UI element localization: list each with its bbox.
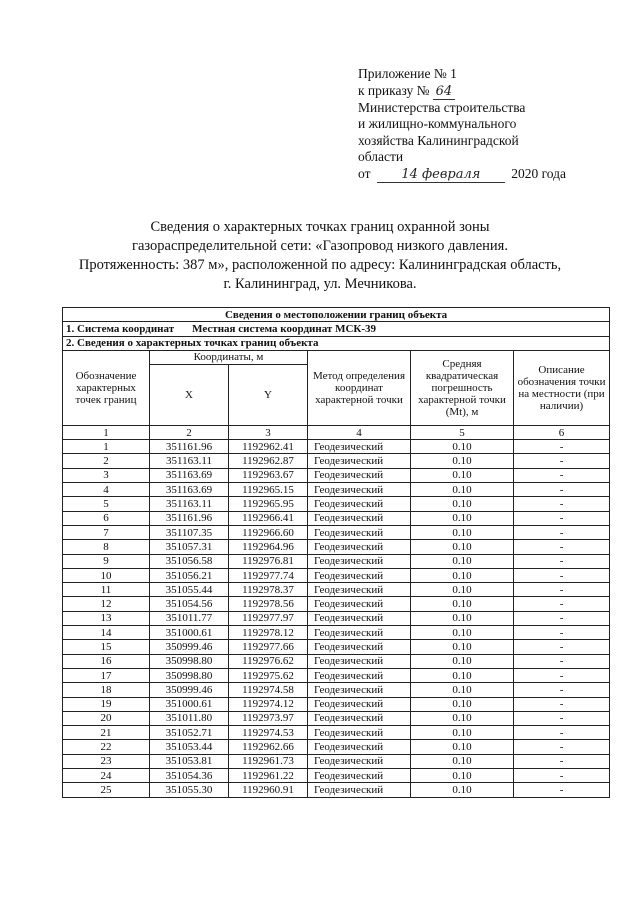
cell-y: 1192965.15 [229, 483, 308, 497]
cell-method: Геодезический [308, 683, 411, 697]
cell-accuracy: 0.10 [411, 683, 514, 697]
cell-method: Геодезический [308, 611, 411, 625]
table-row [63, 540, 610, 554]
date-suffix: 2020 года [511, 165, 567, 181]
col-header-accuracy: Средняя квадратическая погрешность характерной точки (Mt), м [411, 350, 514, 425]
cell-method: Геодезический [308, 754, 411, 768]
cell-method: Геодезический [308, 597, 411, 611]
cell-accuracy: 0.10 [411, 668, 514, 682]
cell-point-number: 17 [63, 668, 150, 682]
table-row [63, 726, 610, 740]
cell-x: 351163.69 [150, 483, 229, 497]
cell-x: 351055.44 [150, 583, 229, 597]
cell-x: 350999.46 [150, 683, 229, 697]
cell-point-number: 20 [63, 711, 150, 725]
cell-accuracy: 0.10 [411, 711, 514, 725]
cell-y: 1192976.81 [229, 554, 308, 568]
cell-y: 1192974.58 [229, 683, 308, 697]
cell-point-number: 16 [63, 654, 150, 668]
appendix-title: Приложение № 1 [358, 66, 457, 81]
cell-point-number: 24 [63, 769, 150, 783]
cell-method: Геодезический [308, 540, 411, 554]
section1-value: Местная система координат МСК-39 [192, 322, 377, 335]
cell-accuracy: 0.10 [411, 483, 514, 497]
section2-label: 2. Сведения о характерных точках границ объекта [63, 336, 610, 350]
cell-y: 1192977.74 [229, 568, 308, 582]
cell-x: 350999.46 [150, 640, 229, 654]
cell-x: 351056.58 [150, 554, 229, 568]
cell-x: 351057.31 [150, 540, 229, 554]
table-row [63, 525, 610, 539]
cell-description: - [514, 654, 610, 668]
cell-description: - [514, 769, 610, 783]
boundary-points-table [62, 307, 610, 798]
cell-point-number: 7 [63, 525, 150, 539]
cell-x: 351163.11 [150, 497, 229, 511]
cell-x: 351161.96 [150, 511, 229, 525]
cell-x: 351161.96 [150, 440, 229, 454]
cell-y: 1192966.41 [229, 511, 308, 525]
title-line-3: Протяженность: 387 м», расположенной по адресу: Калининградская область, [78, 257, 562, 273]
cell-accuracy: 0.10 [411, 497, 514, 511]
table-row [63, 483, 610, 497]
table-row [63, 511, 610, 525]
cell-x: 351053.44 [150, 740, 229, 754]
order-number-handwritten: 64 [433, 85, 455, 100]
table-row [63, 611, 610, 625]
table-row [63, 654, 610, 668]
cell-method: Геодезический [308, 483, 411, 497]
cell-y: 1192977.97 [229, 611, 308, 625]
date-line [358, 166, 588, 183]
table-row [63, 668, 610, 682]
cell-x: 351056.21 [150, 568, 229, 582]
cell-method: Геодезический [308, 568, 411, 582]
col-header-point: Обозначение характерных точек границ [63, 350, 150, 425]
cell-method: Геодезический [308, 740, 411, 754]
table-row [63, 497, 610, 511]
date-handwritten: 14 февраля [377, 168, 505, 183]
cell-y: 1192963.67 [229, 468, 308, 482]
cell-point-number: 18 [63, 683, 150, 697]
cell-point-number: 22 [63, 740, 150, 754]
col-number: 5 [411, 425, 514, 439]
cell-description: - [514, 683, 610, 697]
cell-method: Геодезический [308, 626, 411, 640]
section1-label: 1. Система координат [66, 322, 175, 335]
cell-point-number: 11 [63, 583, 150, 597]
cell-point-number: 4 [63, 483, 150, 497]
cell-description: - [514, 783, 610, 797]
table-row [63, 740, 610, 754]
cell-point-number: 21 [63, 726, 150, 740]
cell-description: - [514, 626, 610, 640]
cell-method: Геодезический [308, 654, 411, 668]
cell-y: 1192964.96 [229, 540, 308, 554]
cell-description: - [514, 440, 610, 454]
cell-y: 1192960.91 [229, 783, 308, 797]
order-prefix: к приказу № [358, 82, 430, 98]
cell-point-number: 25 [63, 783, 150, 797]
cell-y: 1192978.37 [229, 583, 308, 597]
cell-description: - [514, 540, 610, 554]
cell-description: - [514, 711, 610, 725]
cell-point-number: 23 [63, 754, 150, 768]
cell-accuracy: 0.10 [411, 440, 514, 454]
cell-y: 1192976.62 [229, 654, 308, 668]
cell-accuracy: 0.10 [411, 654, 514, 668]
cell-y: 1192978.56 [229, 597, 308, 611]
cell-accuracy: 0.10 [411, 640, 514, 654]
cell-x: 351000.61 [150, 697, 229, 711]
cell-y: 1192974.53 [229, 726, 308, 740]
cell-x: 351163.11 [150, 454, 229, 468]
order-line [358, 83, 588, 100]
cell-accuracy: 0.10 [411, 468, 514, 482]
col-header-method: Метод определения координат характерной точки [308, 350, 411, 425]
date-prefix: от [358, 165, 371, 181]
table-main-header: Сведения о местоположении границ объекта [63, 308, 610, 322]
cell-description: - [514, 726, 610, 740]
cell-description: - [514, 697, 610, 711]
cell-description: - [514, 554, 610, 568]
cell-y: 1192973.97 [229, 711, 308, 725]
col-header-x: X [150, 364, 229, 425]
cell-accuracy: 0.10 [411, 626, 514, 640]
cell-y: 1192974.12 [229, 697, 308, 711]
cell-description: - [514, 754, 610, 768]
cell-method: Геодезический [308, 525, 411, 539]
cell-accuracy: 0.10 [411, 511, 514, 525]
appendix-block [358, 66, 588, 183]
cell-point-number: 14 [63, 626, 150, 640]
table-row [63, 626, 610, 640]
cell-x: 351052.71 [150, 726, 229, 740]
cell-method: Геодезический [308, 554, 411, 568]
cell-accuracy: 0.10 [411, 454, 514, 468]
col-number: 6 [514, 425, 610, 439]
cell-point-number: 13 [63, 611, 150, 625]
table-row [63, 769, 610, 783]
cell-y: 1192962.87 [229, 454, 308, 468]
cell-y: 1192962.66 [229, 740, 308, 754]
cell-method: Геодезический [308, 583, 411, 597]
title-line-2: газораспределительной сети: «Газопровод низкого давления. [132, 238, 508, 254]
cell-point-number: 10 [63, 568, 150, 582]
table-row [63, 640, 610, 654]
title-line-1: Сведения о характерных точках границ охранной зоны [150, 219, 490, 235]
cell-y: 1192975.62 [229, 668, 308, 682]
cell-y: 1192961.22 [229, 769, 308, 783]
cell-method: Геодезический [308, 468, 411, 482]
ministry-line-3: хозяйства Калининградской [358, 132, 519, 148]
coordinate-system-row [63, 322, 610, 336]
cell-y: 1192965.95 [229, 497, 308, 511]
cell-description: - [514, 740, 610, 754]
cell-description: - [514, 668, 610, 682]
col-number: 3 [229, 425, 308, 439]
cell-description: - [514, 640, 610, 654]
table-row [63, 440, 610, 454]
title-line-4: г. Калининград, ул. Мечникова. [223, 276, 417, 292]
col-number: 2 [150, 425, 229, 439]
table-row [63, 783, 610, 797]
cell-accuracy: 0.10 [411, 554, 514, 568]
cell-accuracy: 0.10 [411, 525, 514, 539]
cell-method: Геодезический [308, 440, 411, 454]
cell-accuracy: 0.10 [411, 597, 514, 611]
cell-y: 1192966.60 [229, 525, 308, 539]
cell-y: 1192978.12 [229, 626, 308, 640]
cell-method: Геодезический [308, 697, 411, 711]
column-number-row [63, 425, 610, 439]
cell-method: Геодезический [308, 783, 411, 797]
cell-description: - [514, 583, 610, 597]
cell-x: 351054.36 [150, 769, 229, 783]
cell-accuracy: 0.10 [411, 769, 514, 783]
cell-accuracy: 0.10 [411, 583, 514, 597]
col-header-y: Y [229, 364, 308, 425]
table-row [63, 597, 610, 611]
cell-x: 351011.80 [150, 711, 229, 725]
cell-description: - [514, 468, 610, 482]
cell-x: 351011.77 [150, 611, 229, 625]
cell-method: Геодезический [308, 726, 411, 740]
cell-description: - [514, 511, 610, 525]
table-row [63, 711, 610, 725]
cell-method: Геодезический [308, 640, 411, 654]
cell-method: Геодезический [308, 668, 411, 682]
cell-point-number: 19 [63, 697, 150, 711]
cell-method: Геодезический [308, 769, 411, 783]
cell-point-number: 1 [63, 440, 150, 454]
col-header-coords: Координаты, м [150, 350, 308, 364]
cell-x: 351055.30 [150, 783, 229, 797]
col-number: 1 [63, 425, 150, 439]
table-row [63, 697, 610, 711]
cell-x: 351053.81 [150, 754, 229, 768]
cell-accuracy: 0.10 [411, 611, 514, 625]
cell-point-number: 15 [63, 640, 150, 654]
cell-x: 351000.61 [150, 626, 229, 640]
table-row [63, 583, 610, 597]
cell-x: 351054.56 [150, 597, 229, 611]
cell-description: - [514, 497, 610, 511]
cell-accuracy: 0.10 [411, 783, 514, 797]
cell-description: - [514, 568, 610, 582]
table-row [63, 554, 610, 568]
cell-point-number: 12 [63, 597, 150, 611]
cell-description: - [514, 611, 610, 625]
cell-accuracy: 0.10 [411, 726, 514, 740]
col-header-description: Описание обозначения точки на местности (при наличии) [514, 350, 610, 425]
ministry-line-1: Министерства строительства [358, 99, 526, 115]
cell-x: 351107.35 [150, 525, 229, 539]
cell-x: 350998.80 [150, 668, 229, 682]
cell-point-number: 9 [63, 554, 150, 568]
document-title [40, 218, 600, 294]
cell-accuracy: 0.10 [411, 740, 514, 754]
cell-y: 1192961.73 [229, 754, 308, 768]
ministry-line-4: области [358, 149, 404, 164]
cell-accuracy: 0.10 [411, 697, 514, 711]
cell-point-number: 3 [63, 468, 150, 482]
cell-method: Геодезический [308, 454, 411, 468]
cell-y: 1192962.41 [229, 440, 308, 454]
cell-accuracy: 0.10 [411, 568, 514, 582]
cell-accuracy: 0.10 [411, 754, 514, 768]
table-row [63, 454, 610, 468]
cell-y: 1192977.66 [229, 640, 308, 654]
col-number: 4 [308, 425, 411, 439]
cell-point-number: 2 [63, 454, 150, 468]
cell-description: - [514, 597, 610, 611]
cell-point-number: 8 [63, 540, 150, 554]
cell-description: - [514, 483, 610, 497]
cell-x: 351163.69 [150, 468, 229, 482]
ministry-line-2: и жилищно-коммунального [358, 116, 517, 131]
cell-point-number: 6 [63, 511, 150, 525]
table-row [63, 754, 610, 768]
cell-point-number: 5 [63, 497, 150, 511]
cell-method: Геодезический [308, 711, 411, 725]
cell-accuracy: 0.10 [411, 540, 514, 554]
cell-x: 350998.80 [150, 654, 229, 668]
table-row [63, 568, 610, 582]
cell-method: Геодезический [308, 497, 411, 511]
table-row [63, 468, 610, 482]
cell-method: Геодезический [308, 511, 411, 525]
table-row [63, 683, 610, 697]
cell-description: - [514, 454, 610, 468]
cell-description: - [514, 525, 610, 539]
